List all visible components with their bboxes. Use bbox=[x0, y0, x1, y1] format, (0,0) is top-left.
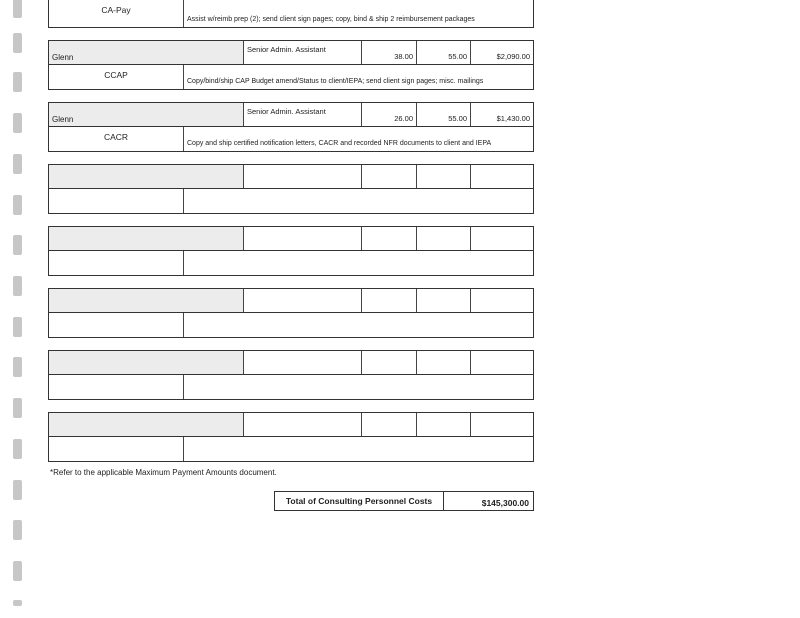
task-cell bbox=[49, 65, 183, 89]
binder-hole bbox=[13, 520, 22, 540]
binder-hole bbox=[13, 0, 22, 18]
personnel-entry bbox=[48, 102, 534, 152]
description-cell bbox=[183, 127, 533, 151]
name-cell bbox=[49, 103, 243, 126]
binder-hole bbox=[13, 317, 22, 337]
personnel-row bbox=[49, 103, 533, 127]
binder-hole bbox=[13, 195, 22, 215]
task-description: Copy/bind/ship CAP Budget amend/Status to client/IEPA; send client sign pages; misc. mailings bbox=[187, 78, 484, 85]
employee-title: Senior Admin. Assistant bbox=[247, 107, 326, 116]
footnote: *Refer to the applicable Maximum Payment Amounts document. bbox=[50, 468, 277, 477]
empty-personnel-entry bbox=[48, 226, 534, 276]
task-code: CACR bbox=[103, 132, 129, 142]
total-value: $2,090.00 bbox=[496, 52, 530, 61]
binder-hole bbox=[13, 480, 22, 500]
task-description: Assist w/reimb prep (2); send client sign pages; copy, bind & ship 2 reimbursement packages bbox=[187, 16, 475, 23]
rate-cell bbox=[416, 41, 470, 64]
empty-personnel-entry bbox=[48, 288, 534, 338]
task-code: CA-Pay bbox=[101, 5, 131, 15]
binder-hole bbox=[13, 235, 22, 255]
task-description: Copy and ship certified notification letters, CACR and recorded NFR documents to client and IEPA bbox=[187, 140, 492, 147]
rate-value: 55.00 bbox=[448, 114, 467, 123]
binder-hole bbox=[13, 600, 22, 606]
empty-personnel-entry bbox=[48, 412, 534, 462]
binder-hole bbox=[13, 33, 22, 53]
binder-hole bbox=[13, 357, 22, 377]
rate-value: 55.00 bbox=[448, 52, 467, 61]
binder-hole bbox=[13, 72, 22, 92]
task-cell bbox=[49, 0, 183, 27]
employee-title: Senior Admin. Assistant bbox=[247, 45, 326, 54]
employee-name: Glenn bbox=[52, 53, 74, 62]
task-code: CCAP bbox=[104, 70, 128, 80]
employee-name: Glenn bbox=[52, 115, 74, 124]
title-cell bbox=[243, 41, 361, 64]
total-amount: $145,300.00 bbox=[444, 491, 534, 511]
description-cell bbox=[183, 65, 533, 89]
name-cell bbox=[49, 41, 243, 64]
total-cell bbox=[470, 41, 533, 64]
hours-value: 26.00 bbox=[394, 114, 413, 123]
title-cell bbox=[243, 103, 361, 126]
binder-hole bbox=[13, 154, 22, 174]
total-value: $1,430.00 bbox=[496, 114, 530, 123]
total-label: Total of Consulting Personnel Costs bbox=[274, 491, 444, 511]
empty-personnel-entry bbox=[48, 350, 534, 400]
hours-cell bbox=[361, 41, 416, 64]
hours-value: 38.00 bbox=[394, 52, 413, 61]
personnel-row bbox=[49, 41, 533, 65]
binder-hole bbox=[13, 113, 22, 133]
personnel-entry bbox=[48, 0, 534, 28]
personnel-entry bbox=[48, 40, 534, 90]
binder-hole bbox=[13, 276, 22, 296]
hours-cell bbox=[361, 103, 416, 126]
total-cell bbox=[470, 103, 533, 126]
binder-hole bbox=[13, 398, 22, 418]
description-cell bbox=[183, 0, 533, 27]
rate-cell bbox=[416, 103, 470, 126]
task-cell bbox=[49, 127, 183, 151]
binder-hole bbox=[13, 561, 22, 581]
empty-personnel-entry bbox=[48, 164, 534, 214]
binder-hole bbox=[13, 439, 22, 459]
